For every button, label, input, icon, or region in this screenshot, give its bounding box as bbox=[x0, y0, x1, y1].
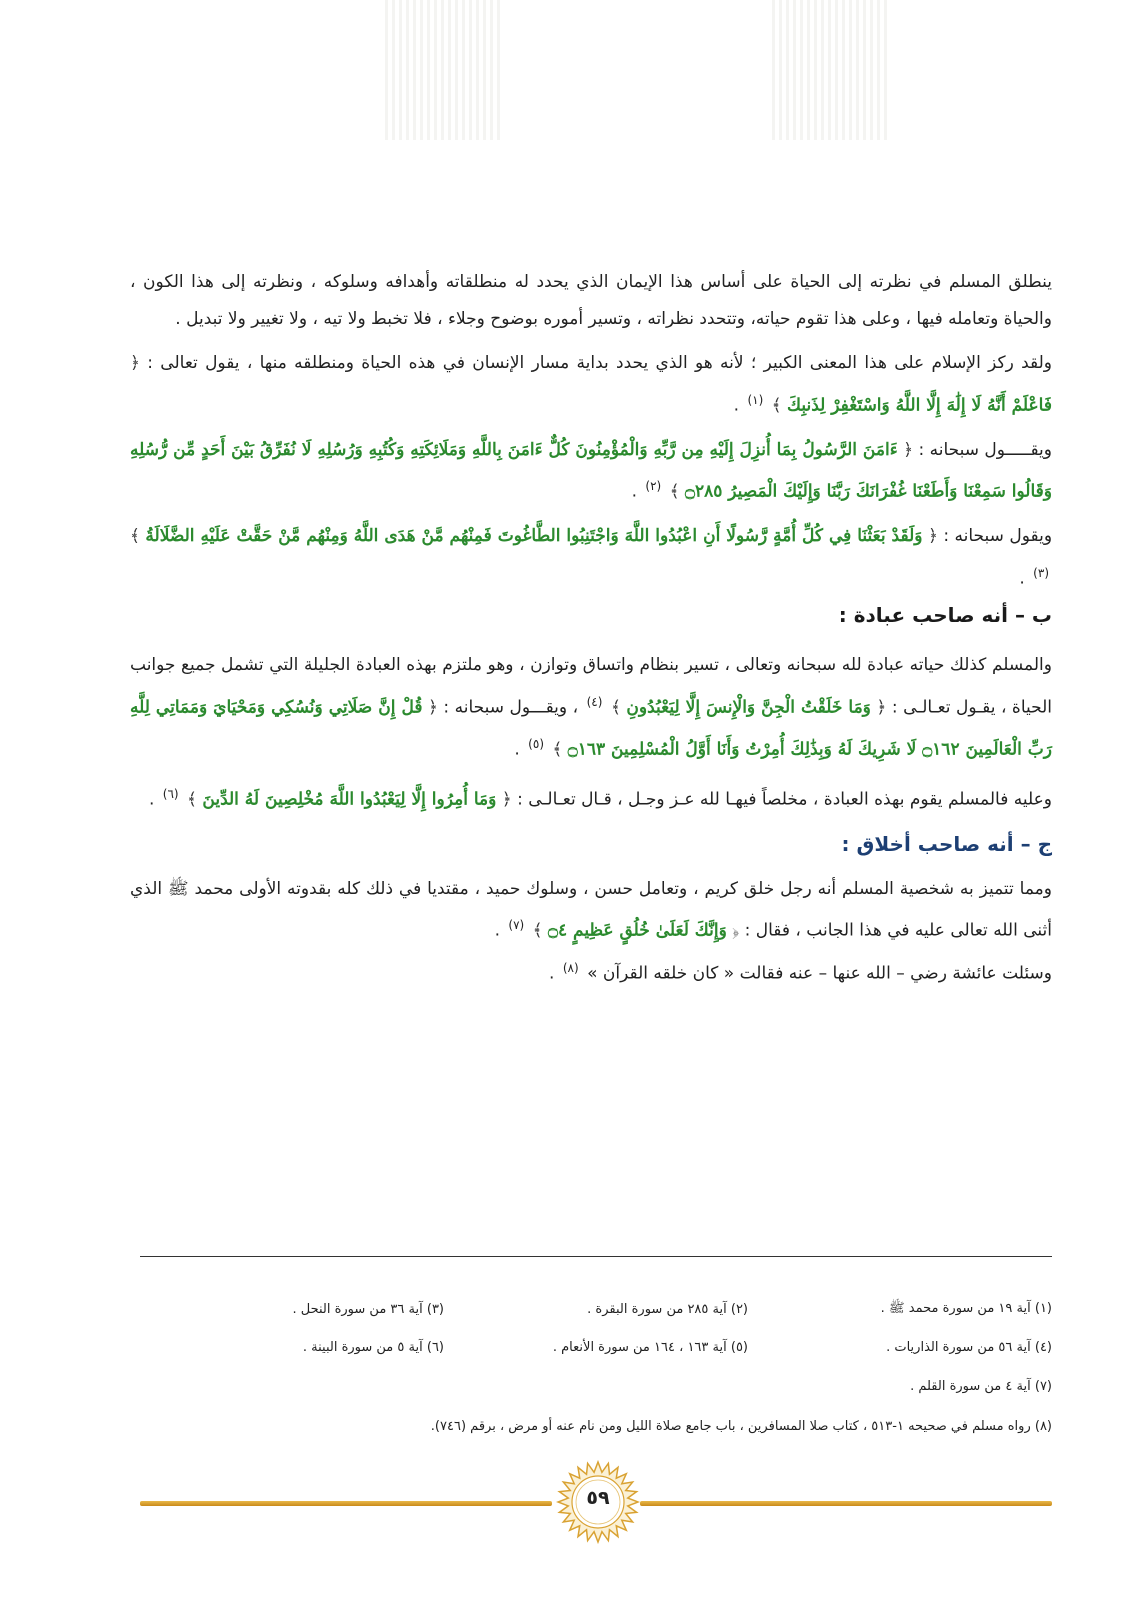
verse-close-bracket: ﴾ bbox=[771, 395, 782, 416]
quran-verse-3: وَلَقَدْ بَعَثْنَا فِي كُلِّ أُمَّةٍ رَّسُولًا أَنِ اعْبُدُوا اللَّهَ وَاجْتَنِبُوا الطَّاغُوتَ فَمِنْهُم مَّنْ هَدَى اللَّهُ وَمِنْهُم مَّنْ حَقَّتْ عَلَيْهِ الضَّلَالَةُ bbox=[145, 526, 923, 547]
paragraph-5-intro: والمسلم كذلك حياته عبادة لله سبحانه وتعالى ، تسير بنظام واتساق وتوازن ، وهو ملتزم بهذه العبادة الجليلة التي تشمل جميع جوانب الحياة ، يقـول تعـالـى : bbox=[130, 655, 1053, 718]
period: . bbox=[631, 481, 637, 502]
quran-verse-6: وَمَا أُمِرُوا إِلَّا لِيَعْبُدُوا اللَّهَ مُخْلِصِينَ لَهُ الدِّينَ bbox=[202, 789, 497, 810]
period: . bbox=[733, 395, 740, 416]
footer-bar-left bbox=[140, 1501, 552, 1506]
verse-open-bracket: ﴿ bbox=[903, 439, 914, 460]
page-number: ٥٩ bbox=[586, 1487, 610, 1509]
footnote-ref-3: (٣) bbox=[1033, 565, 1049, 580]
period: . bbox=[494, 921, 500, 942]
footnote-5: (٥) آية ١٦٣ ، ١٦٤ من سورة الأنعام . bbox=[552, 1339, 748, 1355]
verse-open-bracket: ﴿ bbox=[427, 697, 438, 718]
footnote-1: (١) آية ١٩ من سورة محمد ﷺ . bbox=[880, 1300, 1052, 1316]
verse-open-bracket: ﴿ bbox=[130, 353, 140, 373]
verse-open-bracket: ﴿ bbox=[876, 697, 887, 718]
verse-close-bracket: ﴾ bbox=[610, 697, 621, 718]
paragraph-5-mid: ، ويقـــول سبحانه : bbox=[443, 697, 579, 718]
main-text bbox=[130, 264, 1052, 992]
quran-verse-2: ءَامَنَ الرَّسُولُ بِمَا أُنزِلَ إِلَيْهِ مِن رَّبِّهِ وَالْمُؤْمِنُونَ كُلٌّ ءَامَنَ بِاللَّهِ وَمَلَائِكَتِهِ وَكُتُبِهِ وَرُسُلِهِ لَا نُفَرِّقُ بَيْنَ أَحَدٍ مِّن رُّسُلِهِ وَقَالُوا سَمِعْنَا وَأَطَعْنَا غُفْرَانَكَ رَبَّنَا وَإِلَيْكَ الْمَصِيرُ ۝٢٨٥ bbox=[130, 439, 1052, 502]
paragraph-8-text: وسئلت عائشة رضي – الله عنها – عنه فقالت « كان خلقه القرآن » bbox=[587, 963, 1052, 984]
verse-close-bracket: ﴾ bbox=[532, 921, 543, 942]
paragraph-1: ينطلق المسلم في نظرته إلى الحياة على أساس هذا الإيمان الذي يحدد له منطلقاته وأهدافه وسلوكه ، ونظرته إلى هذا الكون ، والحياة وتعامله فيها ، وعلى هذا تقوم حياته، وتتحدد نظراته ، وتسير أموره بوضوح وجلاء ، فلا تخبط ولا تيه ، ولا تغيير ولا تبديل . bbox=[130, 272, 1052, 329]
verse-close-bracket: ﴾ bbox=[130, 526, 140, 547]
header-ornament-right bbox=[772, 0, 890, 140]
paragraph-5 bbox=[130, 647, 1052, 768]
paragraph-3 bbox=[130, 432, 1052, 511]
paragraph-7-intro: ومما تتميز به شخصية المسلم أنه رجل خلق كريم ، وتعامل حسن ، وسلوك حميد ، مقتديا في ذلك كله بقدوته الأولى محمد ﷺ الذي أثنى الله تعالى عليه في هذا الجانب ، فقال : bbox=[130, 878, 1052, 942]
verse-open-bracket: ﴿ bbox=[927, 526, 938, 547]
verse-close-bracket: ﴾ bbox=[669, 481, 680, 502]
paragraph-2-intro: ولقد ركز الإسلام على هذا المعنى الكبير ؛ لأنه هو الذي يحدد بداية مسار الإنسان في هذه الحياة ومنطلقه منها ، يقول تعالى : bbox=[147, 353, 1053, 373]
verse-close-bracket: ﴾ bbox=[187, 789, 197, 810]
paragraph-8 bbox=[130, 950, 1052, 992]
quran-verse-1: فَاعْلَمْ أَنَّهُ لَا إِلَٰهَ إِلَّا اللَّهُ وَاسْتَغْفِرْ لِذَنبِكَ bbox=[787, 395, 1052, 416]
period: . bbox=[514, 739, 520, 760]
quran-verse-5: قُلْ إِنَّ صَلَاتِي وَنُسُكِي وَمَحْيَايَ وَمَمَاتِي لِلَّهِ رَبِّ الْعَالَمِينَ ۝١٦٢ لَا شَرِيكَ لَهُ وَبِذَٰلِكَ أُمِرْتُ وَأَنَا أَوَّلُ الْمُسْلِمِينَ ۝١٦٣ bbox=[130, 697, 1052, 760]
footnote-ref-5: (٥) bbox=[528, 737, 544, 752]
section-heading-c: ج – أنه صاحب أخلاق : bbox=[841, 832, 1052, 857]
paragraph-6-intro: وعليه فالمسلم يقوم بهذه العبادة ، مخلصاً فيهـا لله عـز وجـل ، قـال تعـالـى : bbox=[517, 789, 1052, 810]
paragraph-4 bbox=[130, 518, 1052, 597]
section-heading-b: ب – أنه صاحب عبادة : bbox=[838, 602, 1052, 627]
footnote-2: (٢) آية ٢٨٥ من سورة البقرة . bbox=[587, 1301, 748, 1317]
footnote-ref-1: (١) bbox=[747, 392, 764, 407]
header-ornament-left bbox=[385, 0, 503, 140]
verse-close-bracket: ﴾ bbox=[552, 739, 563, 760]
paragraph-6 bbox=[130, 776, 1052, 818]
footnote-ref-7: (٧) bbox=[508, 918, 525, 933]
footnote-ref-6: (٦) bbox=[162, 787, 179, 802]
footnotes bbox=[140, 1290, 1052, 1446]
paragraph-3-intro: ويقـــــول سبحانه : bbox=[918, 439, 1052, 460]
footnote-8: (٨) رواه مسلم في صحيحه ١-٥١٣ ، كتاب صلا المسافرين ، باب جامع صلاة الليل ومن نام عنه أو مرض ، برقم (٧٤٦). bbox=[430, 1418, 1052, 1434]
period: . bbox=[1019, 568, 1025, 589]
paragraph-4-intro: ويقول سبحانه : bbox=[943, 526, 1053, 547]
footnote-ref-4: (٤) bbox=[586, 694, 603, 709]
footnote-7: (٧) آية ٤ من سورة القلم . bbox=[910, 1378, 1052, 1394]
page-footer bbox=[0, 1458, 1131, 1548]
footnote-4: (٤) آية ٥٦ من سورة الذاريات . bbox=[886, 1339, 1052, 1355]
paragraph-2 bbox=[130, 345, 1052, 424]
footnote-ref-2: (٢) bbox=[645, 479, 662, 494]
footnote-3: (٣) آية ٣٦ من سورة النحل . bbox=[292, 1301, 444, 1317]
verse-open-bracket: ﴿ bbox=[501, 789, 512, 810]
footer-bar-right bbox=[640, 1501, 1052, 1506]
verse-open-bracket: ﴿ bbox=[732, 921, 740, 942]
period: . bbox=[549, 963, 555, 984]
quran-verse-7: وَإِنَّكَ لَعَلَىٰ خُلُقٍ عَظِيمٍ ۝٤ bbox=[548, 921, 727, 942]
footnote-ref-8: (٨) bbox=[562, 960, 579, 975]
footnote-separator bbox=[140, 1256, 1052, 1257]
period: . bbox=[148, 789, 155, 810]
quran-verse-4: وَمَا خَلَقْتُ الْجِنَّ وَالْإِنسَ إِلَّا لِيَعْبُدُونِ bbox=[626, 697, 871, 718]
paragraph-7 bbox=[130, 871, 1052, 950]
footnote-6: (٦) آية ٥ من سورة البينة . bbox=[302, 1339, 444, 1355]
